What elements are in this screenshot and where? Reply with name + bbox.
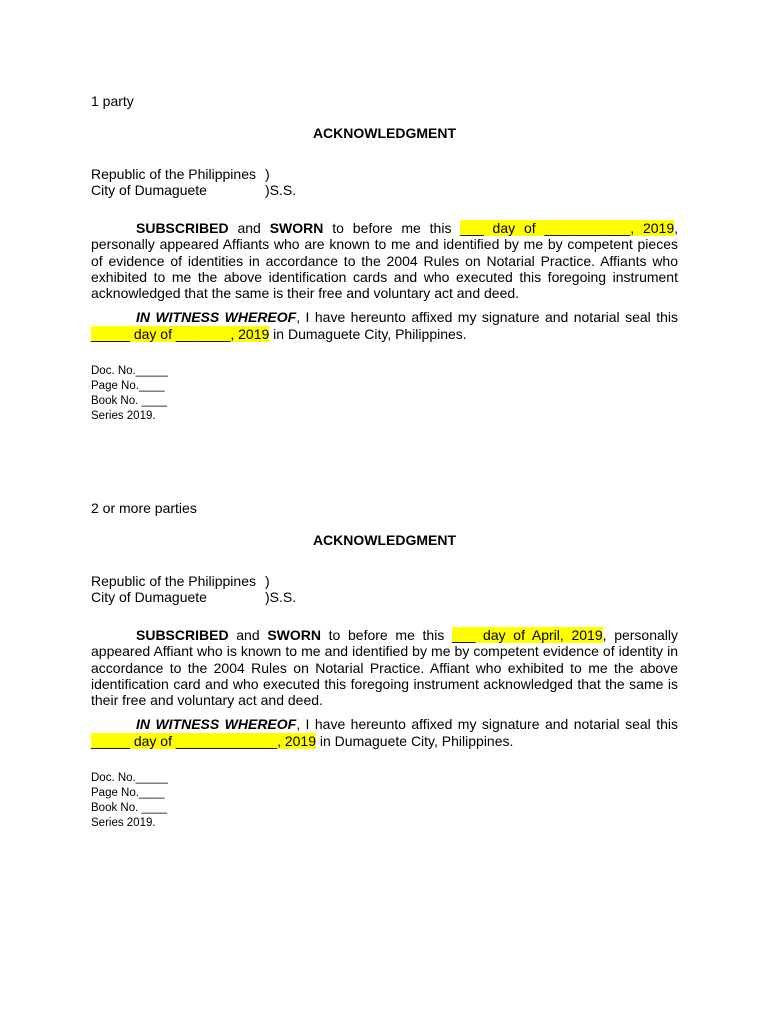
doc-info-block [91, 771, 678, 831]
acknowledgment-multiple-parties [91, 499, 678, 831]
witness-text: , I have hereunto affixed my signature and notarial seal this [296, 716, 678, 733]
venue-bracket: ) [265, 166, 270, 182]
witness-date-highlight: _____ day of _______, 2019 [91, 325, 270, 342]
acknowledgment-title: ACKNOWLEDGMENT [312, 125, 457, 141]
acknowledgment-one-party [91, 92, 678, 424]
witness-rest: in Dumaguete City, Philippines. [316, 732, 514, 749]
witness-paragraph [91, 309, 678, 342]
venue-ss: )S.S. [265, 589, 297, 605]
subscribed-rest: , personally appeared Affiant who is known to me and identified by me by competent evidence of identity in accordance to the 2004 Rules on Notarial Practice. Affiant who exhibited to me the above identification card and who executed this foregoing instrument acknowledged that the same is their free and voluntary act and deed. [91, 627, 679, 709]
venue-row-city [91, 589, 678, 605]
doc-no: Doc. No._____ [91, 772, 168, 785]
witness-date-highlight: _____ day of _____________, 2019 [91, 732, 316, 749]
subscribed-bold: SUBSCRIBED [136, 627, 229, 643]
witness-whereof-italic: IN WITNESS WHEREOF [136, 716, 297, 733]
party-label: 1 party [91, 93, 134, 109]
series: Series 2019. [91, 410, 156, 423]
subscribed-before: to before me this [320, 627, 453, 643]
party-label: 2 or more parties [91, 500, 197, 516]
subscribed-and: and [228, 220, 270, 236]
venue-city: City of Dumaguete [91, 589, 207, 605]
date-blank-highlight: ___ day of April, 2019 [452, 627, 603, 643]
sworn-bold: SWORN [267, 627, 321, 643]
venue-city: City of Dumaguete [91, 182, 207, 198]
witness-text: , I have hereunto affixed my signature and notarial seal this [296, 309, 678, 326]
witness-whereof-italic: IN WITNESS WHEREOF [136, 309, 297, 326]
venue-block [91, 573, 678, 605]
witness-paragraph [91, 716, 678, 749]
venue-row-country [91, 166, 678, 182]
page-no: Page No.____ [91, 380, 165, 393]
venue-row-country [91, 573, 678, 589]
date-blank-highlight: ___ day of ___________, 2019 [460, 220, 675, 236]
page-no: Page No.____ [91, 787, 165, 800]
subscribed-paragraph [91, 627, 678, 708]
subscribed-before: to before me this [323, 220, 461, 236]
subscribed-bold: SUBSCRIBED [136, 220, 229, 236]
venue-country: Republic of the Philippines [91, 166, 256, 182]
venue-ss: )S.S. [265, 182, 297, 198]
witness-rest: in Dumaguete City, Philippines. [269, 325, 467, 342]
book-no: Book No. ____ [91, 802, 168, 815]
venue-country: Republic of the Philippines [91, 573, 256, 589]
book-no: Book No. ____ [91, 395, 168, 408]
venue-block [91, 166, 678, 198]
series: Series 2019. [91, 817, 156, 830]
sworn-bold: SWORN [269, 220, 324, 236]
venue-bracket: ) [265, 573, 270, 589]
doc-info-block [91, 364, 678, 424]
venue-row-city [91, 182, 678, 198]
subscribed-and: and [228, 627, 268, 643]
doc-no: Doc. No._____ [91, 365, 168, 378]
acknowledgment-title: ACKNOWLEDGMENT [312, 532, 457, 548]
subscribed-paragraph [91, 220, 678, 301]
subscribed-rest: , personally appeared Affiants who are known to me and identified by me by competent pieces of evidence of identities in accordance to the 2004 Rules on Notarial Practice. Affiants who exhibited to me the above identification cards and who executed this foregoing instrument acknowledged that the same is their free and voluntary act and deed. [91, 220, 678, 302]
